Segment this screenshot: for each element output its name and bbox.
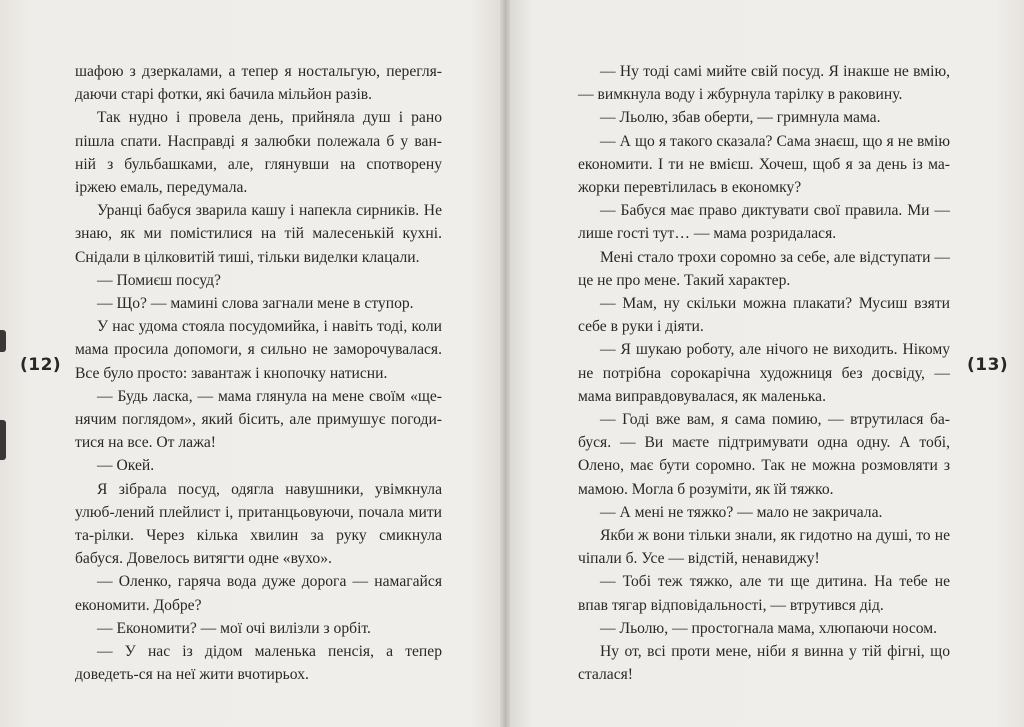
- paragraph: — Бабуся має право диктувати свої правила. Ми — лише гості тут… — мама розридалася.: [578, 202, 950, 243]
- paragraph: — Льолю, — простогнала мама, хлюпаючи носом.: [600, 619, 938, 637]
- paragraph: — Помиєш посуд?: [97, 271, 221, 289]
- paragraph: — Льолю, збав оберти, — гримнула мама.: [600, 109, 881, 127]
- paragraph: — Оленко, гаряча вода дуже дорога — намагайся економити. Добре?: [75, 573, 442, 614]
- paragraph: — У нас із дідом маленька пенсія, а тепер доведеть-ся на неї жити вчотирьох.: [75, 643, 442, 684]
- page-edge-mark: [0, 330, 6, 352]
- paragraph: шафою з дзеркалами, а тепер я ностальгую, перегля-даючи старі фотки, які бачила мільйон разів.: [75, 63, 442, 104]
- paragraph: У нас удома стояла посудомийка, і навіть тоді, коли мама просила допомоги, я сильно не заморочувалася. Все було просто: завантаж і кнопочку натисни.: [75, 318, 442, 382]
- book-gutter: [500, 0, 510, 727]
- page-edge-mark: [0, 420, 6, 460]
- left-page-text: [75, 60, 442, 686]
- paragraph: — Тобі теж тяжко, але ти ще дитина. На тебе не впав тягар відповідальності, — втрутився дід.: [578, 573, 950, 614]
- paragraph: — Будь ласка, — мама глянула на мене своїм «ще-нячим поглядом», який бісить, але примушує погоди-тися на все. От лажа!: [75, 387, 442, 452]
- paragraph: Я зібрала посуд, одягла навушники, увімкнула улюб-лений плейлист і, пританцьовуючи, почала мити та-рілки. Через кілька хвилин за руку смикнула бабуся. Довелось витягти одне «вухо».: [75, 480, 442, 568]
- paragraph: — Мам, ну скільки можна плакати? Мусиш взяти себе в руки і діяти.: [578, 295, 950, 336]
- page-number-left: (12): [20, 355, 62, 375]
- paragraph: — А мені не тяжко? — мало не закричала.: [600, 503, 883, 521]
- paragraph: — Економити? — мої очі вилізли з орбіт.: [97, 619, 371, 637]
- right-page: [505, 0, 1024, 727]
- paragraph: Так нудно і провела день, прийняла душ і рано пішла спати. Насправді я залюбки полежала б у ван-ній з бульбашками, але, глянувши на спотворену іржею емаль, передумала.: [75, 109, 442, 197]
- paragraph: Якби ж вони тільки знали, як гидотно на душі, то не чіпали б. Усе — відстій, ненавиджу!: [578, 527, 950, 568]
- paragraph: — Я шукаю роботу, але нічого не виходить. Нікому не потрібна сорокарічна художниця без досвіду, — мама виправдовувалася, як маленька.: [578, 341, 950, 405]
- page-number-right: (13): [967, 355, 1009, 375]
- paragraph: Мені стало трохи соромно за себе, але відступати — це не про мене. Такий характер.: [578, 248, 950, 289]
- left-page: [0, 0, 505, 727]
- paragraph: Уранці бабуся зварила кашу і напекла сирників. Не знаю, як ми помістилися на тій малесенькій кухні. Снідали в цілковитій тиші, тільки виделки клацали.: [75, 202, 442, 266]
- paragraph: — Окей.: [97, 457, 155, 475]
- paragraph: — А що я такого сказала? Сама знаєш, що я не вмію економити. І ти не вмієш. Хочеш, щоб я за день із ма-жорки перевтілилась в економку?: [578, 132, 950, 197]
- paragraph: Ну от, всі проти мене, ніби я винна у тій фігні, що сталася!: [578, 643, 950, 684]
- right-page-text: [578, 60, 950, 686]
- paragraph: — Годі вже вам, я сама помию, — втрутилася ба-буся. — Ви маєте підтримувати одна одну. А тобі, Олено, має бути соромно. Так не можна розмовляти з мамою. Могла б розуміти, як їй тяжко.: [578, 411, 950, 498]
- paragraph: — Ну тоді самі мийте свій посуд. Я інакше не вмію, — вимкнула воду і жбурнула тарілку в раковину.: [578, 63, 950, 104]
- paragraph: — Що? — мамині слова загнали мене в ступор.: [97, 295, 414, 313]
